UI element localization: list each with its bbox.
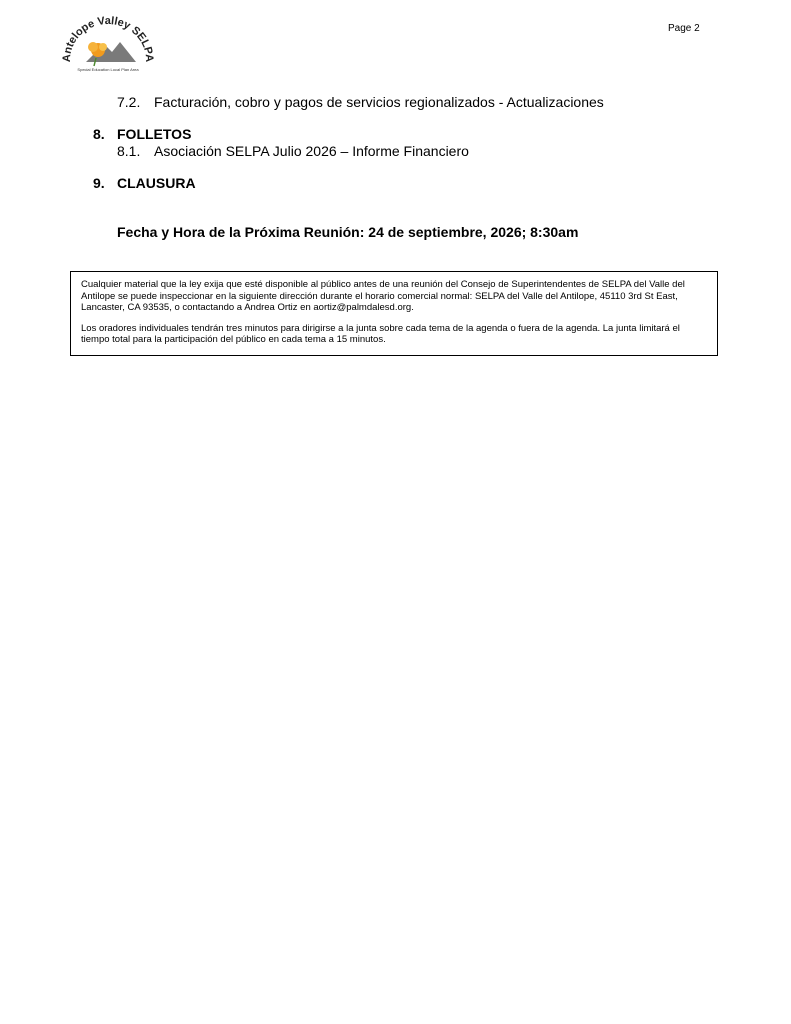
notice-paragraph-2: Los oradores individuales tendrán tres minutos para dirigirse a la junta sobre cada tema de la agenda o fuera de la agenda. La junta limitará el tiempo total para la participación del público en cada tema a 15 minutos. [81,322,680,345]
selpa-logo [60,14,156,74]
item-8-heading: FOLLETOS [117,126,192,142]
item-8-1-number: 8.1. [117,143,141,159]
public-notice-box [70,271,718,356]
item-8-1-text: Asociación SELPA Julio 2026 – Informe Financiero [154,143,469,159]
item-9-heading: CLAUSURA [117,175,196,191]
item-7-2-text: Facturación, cobro y pagos de servicios regionalizados - Actualizaciones [154,94,604,110]
next-meeting: Fecha y Hora de la Próxima Reunión: 24 de septiembre, 2026; 8:30am [117,224,579,240]
notice-paragraph-1: Cualquier material que la ley exija que esté disponible al público antes de una reunión del Consejo de Superintendentes de SELPA del Valle del Antilope se puede inspeccionar en la siguiente dirección durante el horario comercial normal: SELPA del Valle del Antilope, 45110 3rd St East, Lancaster, CA 93535, o contactando a Andrea Ortiz en aortiz@palmdalesd.org. [81,279,685,313]
page-number: Page 2 [668,23,700,34]
logo-text: Antelope Valley SELPA [60,14,156,63]
item-8-number: 8. [93,126,105,142]
item-9-number: 9. [93,175,105,191]
logo-tagline: Special Education Local Plan Area [77,67,139,72]
item-7-2-number: 7.2. [117,94,141,110]
